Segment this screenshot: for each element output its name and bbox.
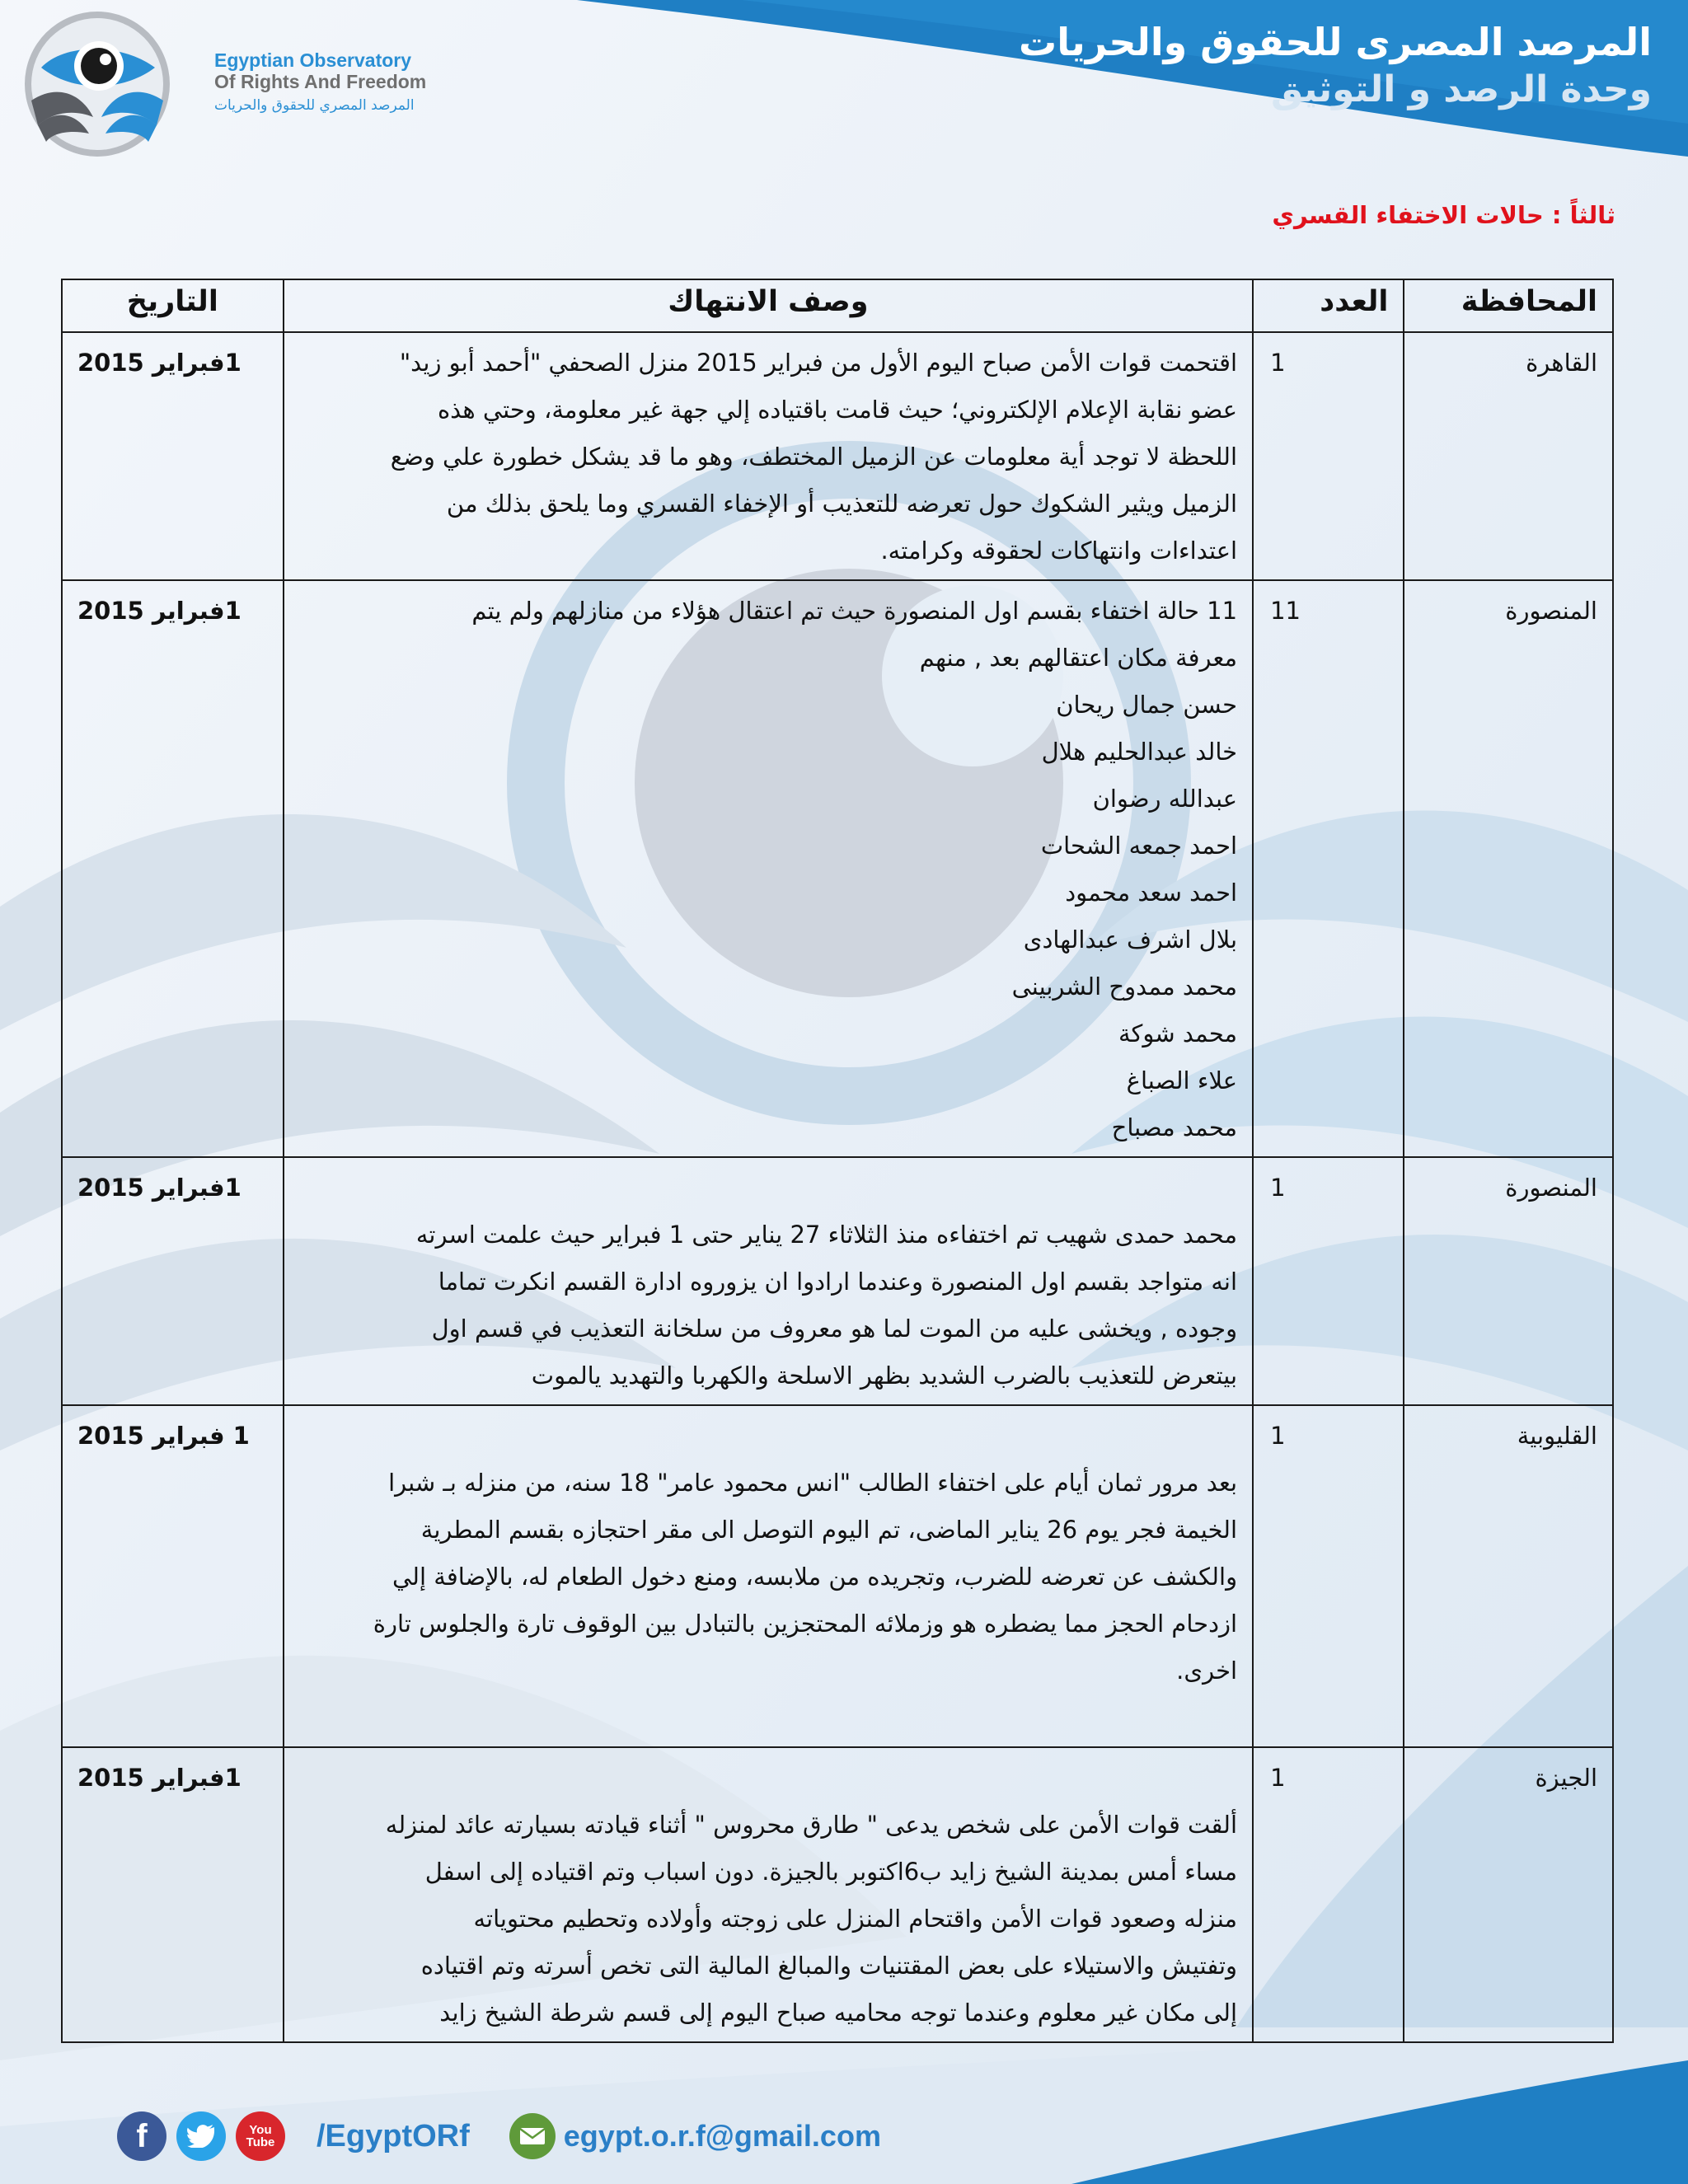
blank-line: [301, 1755, 1238, 1802]
cell-governorate: القاهرة: [1404, 332, 1613, 580]
cell-date: 1 فبراير 2015: [62, 1405, 284, 1747]
cell-count: 1: [1253, 332, 1404, 580]
description-line: ازدحام الحجز مما يضطره هو وزملائه المحتجزين بالتبادل بين الوقوف تارة والجلوس تارة: [373, 1610, 1238, 1638]
cell-count: 11: [1253, 580, 1404, 1157]
table-row: [62, 332, 1613, 580]
description-line: الزميل ويثير الشكوك حول تعرضه للتعذيب أو الإخفاء القسري وما يلحق بذلك من: [446, 490, 1238, 518]
cell-date: 1فبراير 2015: [62, 332, 284, 580]
youtube-label-tube: Tube: [246, 2135, 275, 2149]
description-line: بعد مرور ثمان أيام على اختفاء الطالب "انس محمود عامر" 18 سنه، من منزله بـ شبرا: [388, 1469, 1238, 1497]
header-count: العدد: [1253, 279, 1404, 332]
description-line: اقتحمت قوات الأمن صباح اليوم الأول من فبراير 2015 منزل الصحفي "أحمد أبو زيد": [399, 349, 1238, 377]
facebook-icon[interactable]: f: [117, 2111, 166, 2161]
envelope-icon: [519, 2127, 546, 2145]
description-line: عضو نقابة الإعلام الإلكتروني؛ حيث قامت باقتياده إلي جهة غير معلومة، وحتي هذه: [437, 396, 1238, 424]
list-item: بلال اشرف عبدالهادى: [1023, 926, 1238, 954]
description-line: والكشف عن تعرضه للضرب، وتجريده من ملابسه، ومنع دخول الطعام له، بالإضافة إلي: [392, 1563, 1238, 1591]
description-line: 11 حالة اختفاء بقسم اول المنصورة حيث تم اعتقال هؤلاء من منازلهم ولم يتم: [471, 597, 1238, 625]
youtube-label-you: You: [249, 2123, 272, 2137]
cell-count: 1: [1253, 1157, 1404, 1405]
blank-line: [301, 1165, 1238, 1212]
section-heading: ثالثاً : حالات الاختفاء القسري: [1272, 201, 1615, 229]
logo-name-en-line1: Egyptian Observatory: [214, 49, 412, 71]
cell-date: 1فبراير 2015: [62, 1157, 284, 1405]
names-list: [301, 682, 1238, 1151]
description-line: معرفة مكان اعتقالهم بعد , منهم: [919, 644, 1238, 672]
mail-icon: [509, 2113, 556, 2159]
description-line: إلى مكان غير معلوم وعندما توجه محاميه صباح اليوم إلى قسم شرطة الشيخ زايد: [439, 1999, 1238, 2027]
description-line: اعتداءات وانتهاكات لحقوقه وكرامته.: [880, 537, 1238, 565]
cell-governorate: المنصورة: [1404, 580, 1613, 1157]
description-line: مساء أمس بمدينة الشيخ زايد ب6اكتوبر بالجيزة. دون اسباب وتم اقتياده إلى اسفل: [424, 1858, 1238, 1886]
description-line: الخيمة فجر يوم 26 يناير الماضى، تم اليوم التوصل الى مقر احتجازه بقسم المطرية: [420, 1516, 1238, 1544]
header-description: وصف الانتهاك: [284, 279, 1254, 332]
social-handle[interactable]: /EgyptORf: [316, 2118, 470, 2154]
list-item: خالد عبدالحليم هلال: [1041, 738, 1238, 766]
violations-table: [61, 279, 1614, 2043]
cell-date: 1فبراير 2015: [62, 1747, 284, 2042]
table-row: [62, 1747, 1613, 2042]
email-address[interactable]: egypt.o.r.f@gmail.com: [563, 2119, 881, 2153]
list-item: محمد ممدوح الشربينى: [1011, 972, 1238, 1001]
list-item: محمد مصباح: [1111, 1113, 1238, 1141]
youtube-icon[interactable]: [236, 2111, 285, 2161]
eye-hands-emblem-icon: [23, 10, 185, 158]
twitter-bird-icon: [187, 2125, 215, 2148]
description-line: انه متواجد بقسم اول المنصورة وعندما ارادوا ان يزوروه ادارة القسم انكرت تماما: [438, 1268, 1238, 1296]
table-row: [62, 1405, 1613, 1747]
description-line: اللحظة لا توجد أية معلومات عن الزميل المختطف، وهو ما قد يشكل خطورة علي وضع: [390, 443, 1238, 471]
cell-description: [284, 1405, 1254, 1747]
cell-governorate: الجيزة: [1404, 1747, 1613, 2042]
list-item: عبدالله رضوان: [1092, 785, 1238, 813]
cell-count: 1: [1253, 1747, 1404, 2042]
description-line: وتفتيش والاستيلاء على بعض المقتنيات والمبالغ المالية التى تخص أسرته وتم اقتياده: [420, 1952, 1238, 1980]
header: [1019, 18, 1652, 114]
cell-description: [284, 580, 1254, 1157]
header-governorate: المحافظة: [1404, 279, 1613, 332]
violations-table-wrapper: [61, 279, 1614, 2043]
description-line: محمد حمدى شهيب تم اختفاءه منذ الثلاثاء 27 يناير حتى 1 فبراير حيث علمت اسرته: [415, 1221, 1238, 1249]
cell-description: [284, 332, 1254, 580]
header-subtitle: وحدة الرصد و التوثيق: [1271, 68, 1652, 110]
cell-count: 1: [1253, 1405, 1404, 1747]
cell-description: [284, 1747, 1254, 2042]
description-line: ألقت قوات الأمن على شخص يدعى " طارق محروس " أثناء قيادته بسيارته عائد لمنزله: [385, 1811, 1238, 1839]
table-row: [62, 1157, 1613, 1405]
table-header-row: [62, 279, 1613, 332]
cell-governorate: القليوبية: [1404, 1405, 1613, 1747]
cell-date: 1فبراير 2015: [62, 580, 284, 1157]
list-item: حسن جمال ريحان: [1056, 691, 1238, 719]
description-line: منزله وصعود قوات الأمن واقتحام المنزل على زوجته وأولاده وتحطيم محتوياته: [473, 1905, 1238, 1933]
twitter-icon[interactable]: [176, 2111, 226, 2161]
footer: [117, 2110, 881, 2163]
list-item: علاء الصباغ: [1126, 1066, 1238, 1094]
logo-name-en-line2: Of Rights And Freedom: [214, 71, 427, 92]
description-line: وجوده , ويخشى عليه من الموت لما هو معروف من سلخانة التعذيب في قسم اول: [431, 1315, 1238, 1343]
blank-line: [301, 1413, 1238, 1460]
logo: [23, 10, 427, 158]
description-line: اخرى.: [1176, 1657, 1238, 1685]
logo-name-ar: المرصد المصري للحقوق والحريات: [214, 97, 415, 114]
blank-line: [301, 1694, 1238, 1741]
header-date: التاريخ: [62, 279, 284, 332]
list-item: احمد جمعه الشحات: [1040, 832, 1238, 860]
header-title: المرصد المصرى للحقوق والحريات: [1019, 20, 1652, 64]
table-row: [62, 580, 1613, 1157]
cell-governorate: المنصورة: [1404, 1157, 1613, 1405]
list-item: محمد شوكة: [1118, 1019, 1238, 1047]
cell-description: [284, 1157, 1254, 1405]
description-line: بيتعرض للتعذيب بالضرب الشديد بظهر الاسلحة والكهربا والتهديد يالموت: [531, 1361, 1238, 1390]
list-item: احمد سعد محمود: [1065, 879, 1238, 907]
